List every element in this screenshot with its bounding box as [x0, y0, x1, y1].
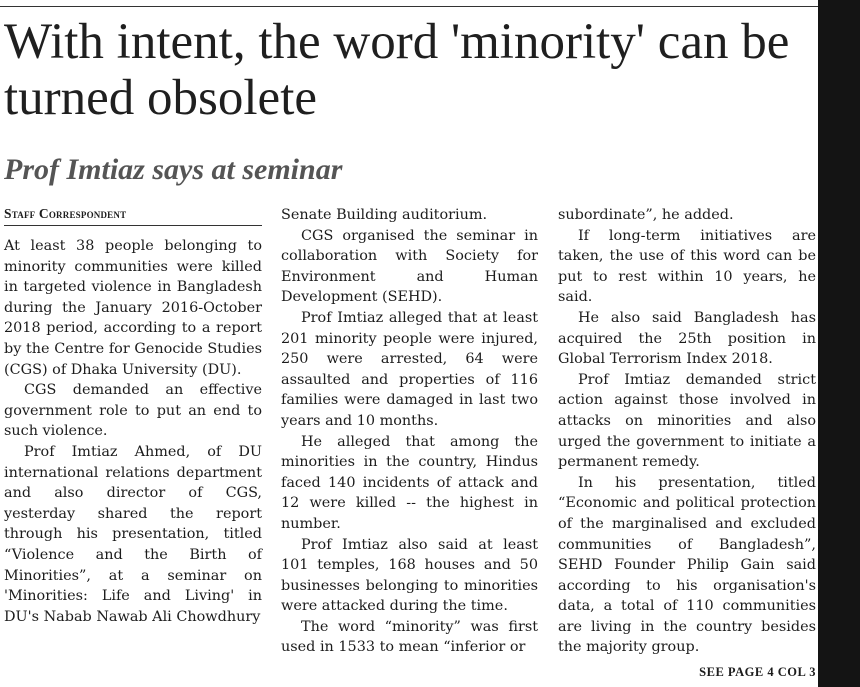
article-column-2 [281, 205, 538, 658]
paragraph: CGS demanded an effective government role to put an end to such violence. [4, 382, 262, 440]
byline: Staff Correspondent [4, 205, 262, 226]
headline: With intent, the word 'minority' can be turned obsolete [4, 14, 790, 126]
paragraph: CGS organised the seminar in collaboration with Society for Environment and Human Development (SEHD). [281, 227, 538, 306]
paragraph: In his presentation, titled “Economic and political protection of the marginalised and excluded communities of Bangladesh”, SEHD Founder Philip Gain said according to his organisation's data, a total of 110 communities are living in the country besides the majority group. [558, 474, 816, 656]
paragraph: Prof Imtiaz demanded strict action against those involved in attacks on minorities and also urged the government to initiate a permanent remedy. [558, 371, 816, 471]
article-column-1 [4, 205, 262, 627]
paragraph: Senate Building auditorium. [281, 207, 488, 223]
paragraph: If long-term initiatives are taken, the use of this word can be put to rest within 10 years, he said. [558, 227, 816, 306]
continuation-note: SEE PAGE 4 COL 3 [699, 665, 816, 680]
paragraph: Prof Imtiaz also said at least 101 temples, 168 houses and 50 businesses belonging to minorities were attacked during the time. [281, 536, 538, 615]
top-rule [0, 6, 818, 7]
paragraph: Prof Imtiaz Ahmed, of DU international relations department and also director of CGS, yesterday shared the report through his presentation, titled “Violence and the Birth of Minorities”, at a seminar on 'Minorities: Life and Living' in DU's Nabab Nawab Ali Chowdhury [4, 443, 262, 625]
paragraph: He also said Bangladesh has acquired the 25th position in Global Terrorism Index 2018. [558, 309, 816, 368]
paragraph: The word “minority” was first used in 1533 to mean “inferior or [281, 618, 538, 656]
subheadline: Prof Imtiaz says at seminar [4, 153, 343, 186]
paragraph: At least 38 people belonging to minority communities were killed in targeted violence in Bangladesh during the January 2016-October 2018 period, according to a report by the Centre for Genocide Studies (CGS) of Dhaka University (DU). [4, 238, 262, 378]
article-column-3 [558, 205, 816, 683]
paragraph: He alleged that among the minorities in the country, Hindus faced 140 incidents of attack and 12 were killed -- the highest in number. [281, 433, 538, 532]
paragraph: subordinate”, he added. [558, 207, 734, 223]
paragraph: Prof Imtiaz alleged that at least 201 minority people were injured, 250 were arrested, 64 were assaulted and properties of 116 families were damaged in last two years and 10 months. [281, 309, 538, 429]
page-edge-shadow [818, 0, 860, 687]
